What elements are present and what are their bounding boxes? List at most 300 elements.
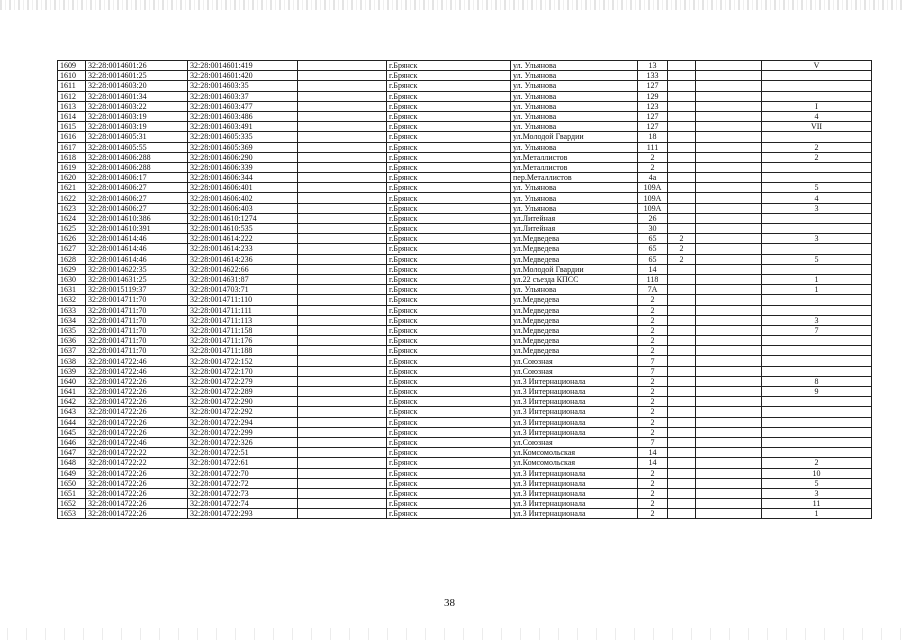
city: г.Брянск: [387, 224, 511, 234]
row-number: 1649: [58, 468, 86, 478]
empty-cell: [298, 142, 387, 152]
empty-cell: [696, 183, 762, 193]
table-row: [58, 61, 872, 71]
row-number: 1616: [58, 132, 86, 142]
land-cadastral-number: 32:28:0014722:26: [86, 407, 188, 417]
empty-cell: [298, 376, 387, 386]
land-cadastral-number: 32:28:0014601:34: [86, 91, 188, 101]
row-number: 1609: [58, 61, 86, 71]
building-cadastral-number: 32:28:0014603:37: [188, 91, 298, 101]
empty-cell: [298, 499, 387, 509]
empty-cell: [298, 234, 387, 244]
row-number: 1610: [58, 71, 86, 81]
building-block: [668, 427, 696, 437]
land-cadastral-number: 32:28:0014614:46: [86, 254, 188, 264]
empty-cell: [298, 152, 387, 162]
house-number: 2: [638, 488, 668, 498]
apartment: [762, 264, 872, 274]
house-number: 7: [638, 366, 668, 376]
city: г.Брянск: [387, 499, 511, 509]
apartment: 5: [762, 478, 872, 488]
city: г.Брянск: [387, 295, 511, 305]
table-row: [58, 356, 872, 366]
table-row: [58, 325, 872, 335]
land-cadastral-number: 32:28:0014722:26: [86, 478, 188, 488]
street: ул.Медведева: [511, 315, 638, 325]
street: ул.3 Интернационала: [511, 427, 638, 437]
apartment: 10: [762, 468, 872, 478]
building-block: [668, 173, 696, 183]
land-cadastral-number: 32:28:0014711:70: [86, 305, 188, 315]
empty-cell: [298, 387, 387, 397]
page-number: 38: [444, 597, 455, 609]
empty-cell: [696, 81, 762, 91]
building-block: [668, 376, 696, 386]
apartment: [762, 244, 872, 254]
empty-cell: [298, 173, 387, 183]
city: г.Брянск: [387, 264, 511, 274]
city: г.Брянск: [387, 71, 511, 81]
apartment: 1: [762, 509, 872, 519]
land-cadastral-number: 32:28:0014711:70: [86, 315, 188, 325]
building-cadastral-number: 32:28:0014603:491: [188, 122, 298, 132]
row-number: 1621: [58, 183, 86, 193]
building-block: [668, 61, 696, 71]
empty-cell: [696, 61, 762, 71]
table-row: [58, 427, 872, 437]
table-row: [58, 132, 872, 142]
empty-cell: [696, 499, 762, 509]
street: ул. Ульянова: [511, 111, 638, 121]
table-row: [58, 488, 872, 498]
building-cadastral-number: 32:28:0014722:70: [188, 468, 298, 478]
city: г.Брянск: [387, 101, 511, 111]
apartment: [762, 173, 872, 183]
table-row: [58, 315, 872, 325]
empty-cell: [696, 111, 762, 121]
apartment: 8: [762, 376, 872, 386]
empty-cell: [696, 152, 762, 162]
table-row: [58, 162, 872, 172]
land-cadastral-number: 32:28:0014722:26: [86, 499, 188, 509]
table-row: [58, 376, 872, 386]
house-number: 7А: [638, 285, 668, 295]
empty-cell: [298, 111, 387, 121]
row-number: 1611: [58, 81, 86, 91]
empty-cell: [696, 224, 762, 234]
city: г.Брянск: [387, 91, 511, 101]
building-block: [668, 325, 696, 335]
row-number: 1632: [58, 295, 86, 305]
empty-cell: [696, 387, 762, 397]
land-cadastral-number: 32:28:0014601:26: [86, 61, 188, 71]
city: г.Брянск: [387, 203, 511, 213]
house-number: 65: [638, 254, 668, 264]
street: ул.Медведева: [511, 254, 638, 264]
table-body: [58, 61, 872, 519]
empty-cell: [298, 325, 387, 335]
building-block: [668, 203, 696, 213]
city: г.Брянск: [387, 285, 511, 295]
row-number: 1639: [58, 366, 86, 376]
city: г.Брянск: [387, 346, 511, 356]
empty-cell: [696, 417, 762, 427]
table-row: [58, 509, 872, 519]
building-block: [668, 183, 696, 193]
street: ул.3 Интернационала: [511, 499, 638, 509]
house-number: 129: [638, 91, 668, 101]
building-cadastral-number: 32:28:0014722:51: [188, 448, 298, 458]
empty-cell: [298, 244, 387, 254]
address-register-table: [57, 60, 872, 519]
table-row: [58, 417, 872, 427]
building-cadastral-number: 32:28:0014605:369: [188, 142, 298, 152]
street: ул. Ульянова: [511, 203, 638, 213]
city: г.Брянск: [387, 356, 511, 366]
house-number: 7: [638, 356, 668, 366]
empty-cell: [696, 295, 762, 305]
empty-cell: [298, 122, 387, 132]
empty-cell: [298, 274, 387, 284]
city: г.Брянск: [387, 376, 511, 386]
apartment: [762, 305, 872, 315]
land-cadastral-number: 32:28:0014603:19: [86, 111, 188, 121]
table-row: [58, 336, 872, 346]
street: ул. Ульянова: [511, 101, 638, 111]
row-number: 1618: [58, 152, 86, 162]
street: ул.3 Интернационала: [511, 376, 638, 386]
building-cadastral-number: 32:28:0014722:292: [188, 407, 298, 417]
table-row: [58, 478, 872, 488]
empty-cell: [298, 203, 387, 213]
land-cadastral-number: 32:28:0014622:35: [86, 264, 188, 274]
building-cadastral-number: 32:28:0014722:72: [188, 478, 298, 488]
row-number: 1617: [58, 142, 86, 152]
apartment: I: [762, 101, 872, 111]
house-number: 109А: [638, 193, 668, 203]
apartment: 3: [762, 315, 872, 325]
city: г.Брянск: [387, 81, 511, 91]
table-row: [58, 111, 872, 121]
land-cadastral-number: 32:28:0014722:26: [86, 387, 188, 397]
empty-cell: [696, 427, 762, 437]
table-row: [58, 81, 872, 91]
building-cadastral-number: 32:28:0014601:419: [188, 61, 298, 71]
house-number: 2: [638, 325, 668, 335]
street: ул.Металлистов: [511, 152, 638, 162]
table-row: [58, 366, 872, 376]
building-block: [668, 132, 696, 142]
house-number: 2: [638, 305, 668, 315]
street: ул. Ульянова: [511, 61, 638, 71]
table-row: [58, 244, 872, 254]
empty-cell: [298, 437, 387, 447]
row-number: 1651: [58, 488, 86, 498]
table-row: [58, 224, 872, 234]
building-cadastral-number: 32:28:0014606:339: [188, 162, 298, 172]
house-number: 14: [638, 264, 668, 274]
building-cadastral-number: 32:28:0014722:290: [188, 397, 298, 407]
land-cadastral-number: 32:28:0014610:386: [86, 213, 188, 223]
table-row: [58, 91, 872, 101]
building-cadastral-number: 32:28:0014722:294: [188, 417, 298, 427]
table-row: [58, 173, 872, 183]
land-cadastral-number: 32:28:0014631:25: [86, 274, 188, 284]
empty-cell: [696, 325, 762, 335]
apartment: 5: [762, 183, 872, 193]
street: ул.Союзная: [511, 356, 638, 366]
building-cadastral-number: 32:28:0014722:152: [188, 356, 298, 366]
apartment: [762, 397, 872, 407]
table-row: [58, 387, 872, 397]
street: ул. Ульянова: [511, 183, 638, 193]
table-row: [58, 346, 872, 356]
building-cadastral-number: 32:28:0014622:66: [188, 264, 298, 274]
street: ул.Союзная: [511, 437, 638, 447]
empty-cell: [298, 162, 387, 172]
house-number: 109А: [638, 203, 668, 213]
empty-cell: [696, 244, 762, 254]
land-cadastral-number: 32:28:0014722:22: [86, 448, 188, 458]
apartment: [762, 213, 872, 223]
city: г.Брянск: [387, 437, 511, 447]
building-cadastral-number: 32:28:0014722:299: [188, 427, 298, 437]
scan-bottom-edge: [0, 628, 905, 640]
row-number: 1636: [58, 336, 86, 346]
city: г.Брянск: [387, 407, 511, 417]
city: г.Брянск: [387, 488, 511, 498]
building-cadastral-number: 32:28:0014603:35: [188, 81, 298, 91]
building-block: [668, 305, 696, 315]
city: г.Брянск: [387, 173, 511, 183]
row-number: 1633: [58, 305, 86, 315]
city: г.Брянск: [387, 234, 511, 244]
house-number: 14: [638, 448, 668, 458]
land-cadastral-number: 32:28:0014606:288: [86, 162, 188, 172]
table-row: [58, 183, 872, 193]
street: ул.3 Интернационала: [511, 417, 638, 427]
row-number: 1630: [58, 274, 86, 284]
land-cadastral-number: 32:28:0014606:288: [86, 152, 188, 162]
row-number: 1625: [58, 224, 86, 234]
table-row: [58, 397, 872, 407]
house-number: 2: [638, 152, 668, 162]
table-row: [58, 254, 872, 264]
apartment: V: [762, 61, 872, 71]
street: ул.3 Интернационала: [511, 468, 638, 478]
building-cadastral-number: 32:28:0014614:222: [188, 234, 298, 244]
house-number: 127: [638, 81, 668, 91]
empty-cell: [298, 366, 387, 376]
row-number: 1647: [58, 448, 86, 458]
empty-cell: [696, 315, 762, 325]
row-number: 1653: [58, 509, 86, 519]
building-block: [668, 509, 696, 519]
empty-cell: [696, 203, 762, 213]
building-cadastral-number: 32:28:0014606:290: [188, 152, 298, 162]
land-cadastral-number: 32:28:0014614:46: [86, 234, 188, 244]
city: г.Брянск: [387, 448, 511, 458]
apartment: [762, 366, 872, 376]
apartment: [762, 356, 872, 366]
city: г.Брянск: [387, 122, 511, 132]
apartment: 11: [762, 499, 872, 509]
row-number: 1626: [58, 234, 86, 244]
apartment: [762, 417, 872, 427]
table-row: [58, 142, 872, 152]
land-cadastral-number: 32:28:0014722:26: [86, 427, 188, 437]
empty-cell: [696, 356, 762, 366]
building-block: 2: [668, 254, 696, 264]
city: г.Брянск: [387, 162, 511, 172]
building-cadastral-number: 32:28:0014606:403: [188, 203, 298, 213]
building-block: 2: [668, 234, 696, 244]
empty-cell: [696, 91, 762, 101]
row-number: 1641: [58, 387, 86, 397]
apartment: 3: [762, 234, 872, 244]
building-block: [668, 142, 696, 152]
empty-cell: [696, 407, 762, 417]
building-cadastral-number: 32:28:0014610:1274: [188, 213, 298, 223]
house-number: 109А: [638, 183, 668, 193]
empty-cell: [298, 254, 387, 264]
city: г.Брянск: [387, 509, 511, 519]
land-cadastral-number: 32:28:0014711:70: [86, 346, 188, 356]
land-cadastral-number: 32:28:0015119:37: [86, 285, 188, 295]
apartment: 5: [762, 254, 872, 264]
row-number: 1645: [58, 427, 86, 437]
street: ул.Молодой Гвардии: [511, 132, 638, 142]
building-cadastral-number: 32:28:0014606:401: [188, 183, 298, 193]
street: ул. Ульянова: [511, 193, 638, 203]
empty-cell: [696, 193, 762, 203]
house-number: 2: [638, 499, 668, 509]
building-block: 2: [668, 244, 696, 254]
street: ул.Комсомольская: [511, 448, 638, 458]
empty-cell: [298, 193, 387, 203]
table-row: [58, 203, 872, 213]
building-block: [668, 468, 696, 478]
empty-cell: [696, 478, 762, 488]
land-cadastral-number: 32:28:0014711:70: [86, 325, 188, 335]
land-cadastral-number: 32:28:0014722:22: [86, 458, 188, 468]
row-number: 1644: [58, 417, 86, 427]
land-cadastral-number: 32:28:0014722:26: [86, 397, 188, 407]
city: г.Брянск: [387, 387, 511, 397]
empty-cell: [696, 162, 762, 172]
building-cadastral-number: 32:28:0014711:111: [188, 305, 298, 315]
house-number: 13: [638, 61, 668, 71]
city: г.Брянск: [387, 468, 511, 478]
table-row: [58, 295, 872, 305]
row-number: 1620: [58, 173, 86, 183]
house-number: 2: [638, 417, 668, 427]
house-number: 2: [638, 509, 668, 519]
building-cadastral-number: 32:28:0014722:73: [188, 488, 298, 498]
house-number: 2: [638, 397, 668, 407]
empty-cell: [298, 417, 387, 427]
house-number: 2: [638, 315, 668, 325]
table-row: [58, 274, 872, 284]
street: ул.Молодой Гвардии: [511, 264, 638, 274]
empty-cell: [696, 264, 762, 274]
building-block: [668, 122, 696, 132]
building-block: [668, 499, 696, 509]
street: ул.Медведева: [511, 325, 638, 335]
land-cadastral-number: 32:28:0014605:31: [86, 132, 188, 142]
table-row: [58, 305, 872, 315]
house-number: 2: [638, 336, 668, 346]
table-row: [58, 193, 872, 203]
building-cadastral-number: 32:28:0014711:176: [188, 336, 298, 346]
house-number: 2: [638, 387, 668, 397]
land-cadastral-number: 32:28:0014711:70: [86, 295, 188, 305]
building-cadastral-number: 32:28:0014606:344: [188, 173, 298, 183]
empty-cell: [298, 285, 387, 295]
land-cadastral-number: 32:28:0014722:46: [86, 366, 188, 376]
empty-cell: [696, 213, 762, 223]
empty-cell: [696, 142, 762, 152]
building-block: [668, 193, 696, 203]
row-number: 1624: [58, 213, 86, 223]
building-block: [668, 417, 696, 427]
empty-cell: [298, 81, 387, 91]
street: ул.Медведева: [511, 305, 638, 315]
empty-cell: [298, 71, 387, 81]
apartment: 3: [762, 203, 872, 213]
table-row: [58, 468, 872, 478]
empty-cell: [696, 366, 762, 376]
house-number: 7: [638, 437, 668, 447]
empty-cell: [298, 478, 387, 488]
building-block: [668, 162, 696, 172]
building-cadastral-number: 32:28:0014722:326: [188, 437, 298, 447]
city: г.Брянск: [387, 274, 511, 284]
empty-cell: [696, 254, 762, 264]
house-number: 26: [638, 213, 668, 223]
building-block: [668, 448, 696, 458]
land-cadastral-number: 32:28:0014605:55: [86, 142, 188, 152]
apartment: [762, 437, 872, 447]
city: г.Брянск: [387, 458, 511, 468]
row-number: 1612: [58, 91, 86, 101]
empty-cell: [696, 397, 762, 407]
table-row: [58, 101, 872, 111]
street: ул.Литейная: [511, 224, 638, 234]
empty-cell: [696, 468, 762, 478]
street: ул.Союзная: [511, 366, 638, 376]
building-cadastral-number: 32:28:0014722:61: [188, 458, 298, 468]
city: г.Брянск: [387, 132, 511, 142]
street: ул. Ульянова: [511, 285, 638, 295]
building-block: [668, 458, 696, 468]
building-block: [668, 295, 696, 305]
street: ул.Медведева: [511, 295, 638, 305]
empty-cell: [696, 509, 762, 519]
city: г.Брянск: [387, 366, 511, 376]
row-number: 1637: [58, 346, 86, 356]
city: г.Брянск: [387, 152, 511, 162]
row-number: 1634: [58, 315, 86, 325]
city: г.Брянск: [387, 305, 511, 315]
building-cadastral-number: 32:28:0014711:188: [188, 346, 298, 356]
apartment: 1: [762, 274, 872, 284]
street: ул.3 Интернационала: [511, 387, 638, 397]
house-number: 18: [638, 132, 668, 142]
building-block: [668, 285, 696, 295]
building-cadastral-number: 32:28:0014711:113: [188, 315, 298, 325]
house-number: 2: [638, 346, 668, 356]
